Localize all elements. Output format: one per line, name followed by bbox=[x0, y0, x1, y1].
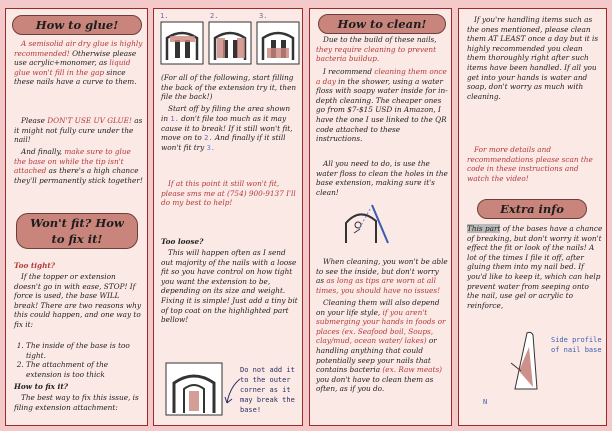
glue-paragraph-1: A semisolid air dry glue is highly recommended! Otherwise please use acrylic+monomer, as liquid glue won't fill in the gap since these nails have a curve to them. bbox=[14, 39, 143, 87]
step-label-3: 3. bbox=[259, 12, 268, 20]
fix-heading: How to fix it? bbox=[14, 382, 68, 391]
nail-side-profile-illustration bbox=[507, 327, 547, 393]
reason-item: 1. The inside of the base is too tight. bbox=[26, 341, 144, 360]
step-label-2: 2. bbox=[210, 12, 219, 20]
filing-step-3-drawing bbox=[257, 22, 299, 64]
side-profile-note: Side profile of nail base bbox=[551, 336, 602, 354]
loose-text: This will happen often as I send out majority of the nails with a loose fit so you have control on how tight you want the extension to be, depending on its size and weight. Fixing it is simple! Just add a tiny bit of top coat on the highlighted part bellow! bbox=[161, 248, 298, 325]
reasons-list bbox=[14, 341, 144, 379]
glue-paragraph-2: Please DON'T USE UV GLUE! as it might not fully cure under the nail! bbox=[14, 116, 143, 145]
glue-title: How to glue! bbox=[12, 15, 142, 35]
tight-heading: Too tight? bbox=[14, 261, 56, 270]
panel-glue bbox=[5, 8, 148, 426]
tight-text: If the topper or extension doesn't go in with ease, STOP! If force is used, the base WILL break! There are two reasons why this could happen, and one way to fix it: bbox=[14, 272, 142, 329]
fix-text: The best way to fix this issue, is filing extension attachment: bbox=[14, 393, 139, 412]
loose-heading: Too loose? bbox=[161, 237, 204, 246]
loose-fit-illustration bbox=[164, 361, 226, 421]
handwritten-note: Do not add it to the outer corner as it may break the base! bbox=[240, 366, 295, 414]
extra-title: Extra info bbox=[477, 199, 587, 219]
step-label-1: 1. bbox=[160, 12, 169, 20]
clean-paragraph-5: Cleaning them will also depend on your life style, if you aren't submerging your hands in foods or places (ex. Seafood boil, Soups, clay/mud, ocean water/ lakes) or handling anything that could potentially seep your nails that contains bacteria (ex. Raw meats) you don't have to clean them as often, as if you do. bbox=[316, 298, 446, 394]
water-floss-illustration bbox=[340, 203, 392, 247]
filing-steps-illustration bbox=[157, 20, 301, 72]
clean-paragraph-3: All you need to do, is use the water floss to clean the holes in the base extension, making sure it's clean! bbox=[316, 159, 448, 197]
extra-paragraph-1: If you're handling items such as the ones mentioned, please clean them AT LEAST once a day but it is highly recommended you clean them thoroughly right after such items have been handled. If all you get into your hands is water and soap, don't worry as much with cleaning. bbox=[467, 15, 599, 101]
filing-intro: (For all of the following, start filling the back of the extension try it, then file the back!) bbox=[161, 73, 297, 102]
clean-paragraph-2: I recommend cleaning them once a day in the shower, using a water floss with soapy water inside for in-depth cleaning. The cheaper ones go from $7-$15 USD in Amazon, I have the one I use linked to the QR code attached to these instructions. bbox=[316, 67, 448, 144]
extra-paragraph-2: For more details and recommendations please scan the code in these instructions and watch the video! bbox=[467, 145, 593, 183]
arrow-icon bbox=[224, 377, 242, 407]
panel-filing bbox=[153, 8, 303, 426]
filing-step-1-drawing bbox=[161, 22, 203, 64]
filing-steps-text: Start off by filing the area shown in 1. don't file too much as it may cause it to break! If it still won't fit, move on to 2. And finally if it still won't fit try 3. bbox=[161, 104, 293, 153]
clean-paragraph-1: Due to the build of these nails, they require cleaning to prevent bacteria buildup. bbox=[316, 35, 437, 64]
clean-paragraph-4: When cleaning, you won't be able to see the inside, but don't worry as as long as tips are worn at all times, you should have no issues! bbox=[316, 257, 448, 295]
glue-paragraph-3: And finally, make sure to glue the base on while the tip isn't attached as there's a high chance they'll permanently stick together! bbox=[14, 147, 143, 185]
filing-step-2-drawing bbox=[209, 22, 251, 64]
panel-clean bbox=[309, 8, 452, 426]
panel-extra bbox=[458, 8, 607, 426]
handwritten-mark: N bbox=[483, 398, 488, 406]
contact-text: If at this point it still won't fit, please sms me at (754) 900-9137 I'll do my best to help! bbox=[161, 179, 296, 208]
fit-title: Won't fit? How to fix it! bbox=[16, 213, 138, 249]
extra-paragraph-3: This part of the bases have a chance of breaking, but don't worry it won't effect the fit or look of the nails! A lot of the times I file it off, after gluing them into my nail bed. If you'd like to keep it, which can help prevent water from seeping onto the nail, use gel or acrylic to reinforce, bbox=[467, 224, 603, 310]
reason-item: 2. The attachment of the extension is too thick bbox=[26, 360, 144, 379]
clean-title: How to clean! bbox=[318, 14, 446, 34]
